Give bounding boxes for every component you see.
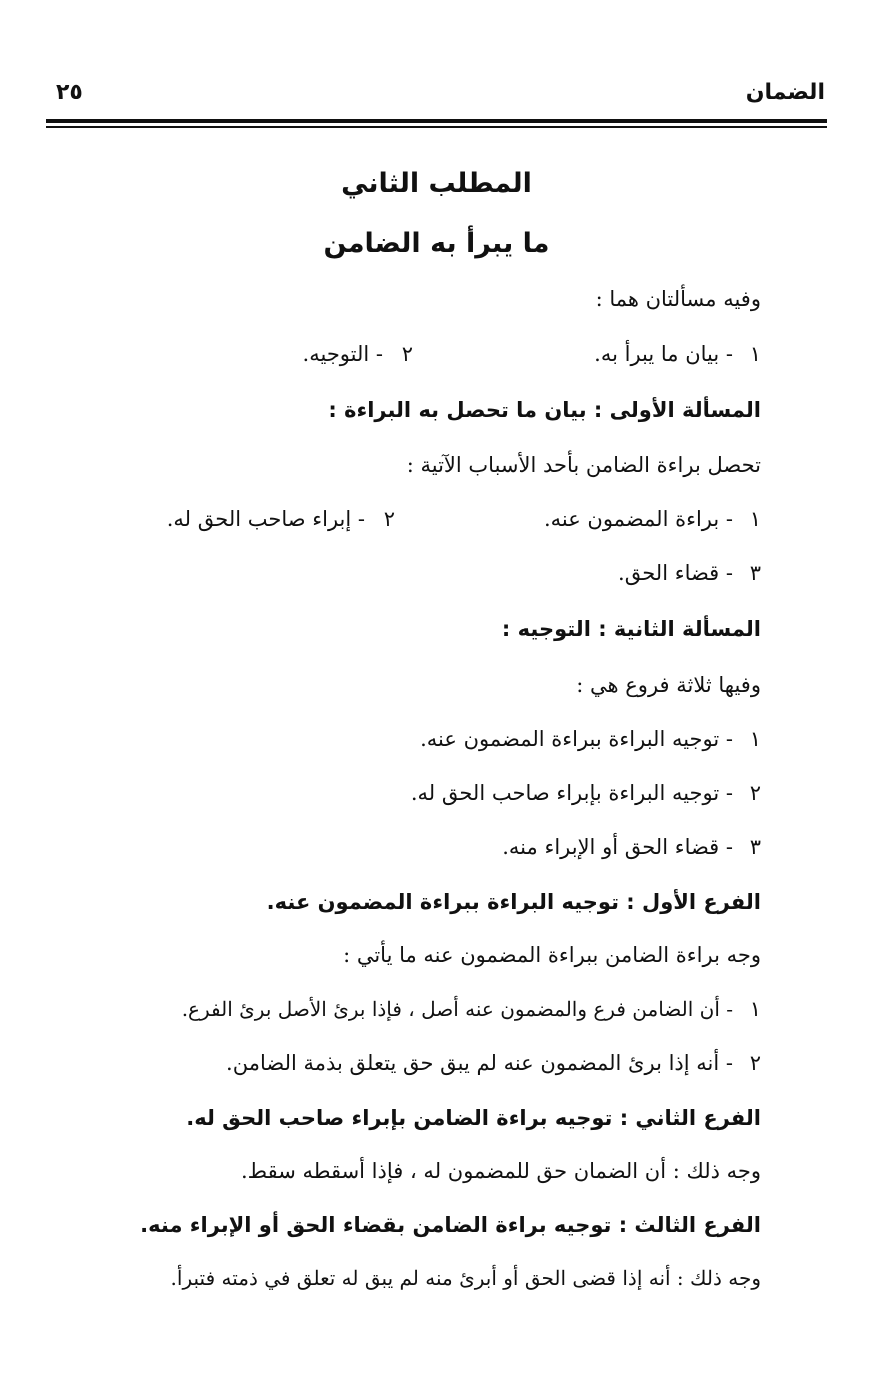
branch-2-title: الفرع الثاني : توجيه براءة الضامن بإبراء صاحب الحق له.: [186, 1106, 761, 1130]
list-item: - بيان ما يبرأ به.: [594, 342, 733, 366]
branch-1-text: وجه براءة الضامن ببراءة المضمون عنه ما يأتي :: [343, 943, 761, 967]
branch-3-title: الفرع الثالث : توجيه براءة الضامن بقضاء الحق أو الإبراء منه.: [140, 1213, 761, 1237]
page-number: ٢٥: [56, 80, 83, 105]
section-title: ما يبرأ به الضامن: [323, 228, 550, 259]
list-item: - قضاء الحق أو الإبراء منه.: [502, 835, 733, 859]
question-1-title: المسألة الأولى : بيان ما تحصل به البراءة :: [328, 398, 761, 422]
question-2-text: وفيها ثلاثة فروع هي :: [576, 673, 761, 697]
list-number: ٢: [383, 507, 395, 531]
question-2-title: المسألة الثانية : التوجيه :: [501, 617, 761, 641]
list-number: ١: [749, 342, 761, 366]
list-number: ١: [749, 727, 761, 751]
list-number: ١: [749, 997, 761, 1021]
header-rule-thin: [46, 126, 827, 128]
list-item: - أنه إذا برئ المضمون عنه لم يبق حق يتعلق بذمة الضامن.: [226, 1051, 733, 1075]
list-number: ٢: [749, 1051, 761, 1075]
branch-1-title: الفرع الأول : توجيه البراءة ببراءة المضمون عنه.: [266, 890, 761, 914]
list-item: - أن الضامن فرع والمضمون عنه أصل ، فإذا برئ الأصل برئ الفرع.: [181, 997, 733, 1021]
header-rule-thick: [46, 119, 827, 123]
section-heading: المطلب الثاني: [341, 168, 532, 199]
list-number: ٣: [749, 561, 761, 585]
list-number: ١: [749, 507, 761, 531]
page-header: [48, 80, 825, 114]
list-item: - التوجيه.: [302, 342, 383, 366]
branch-3-text: وجه ذلك : أنه إذا قضى الحق أو أبرئ منه لم يبق له تعلق في ذمته فتبرأ.: [170, 1266, 761, 1290]
list-number: ٣: [749, 835, 761, 859]
list-item: - توجيه البراءة بإبراء صاحب الحق له.: [410, 781, 733, 805]
list-item: - إبراء صاحب الحق له.: [166, 507, 365, 531]
list-item: - توجيه البراءة ببراءة المضمون عنه.: [420, 727, 733, 751]
intro-text: وفيه مسألتان هما :: [595, 287, 761, 311]
list-item: - قضاء الحق.: [618, 561, 733, 585]
branch-2-text: وجه ذلك : أن الضمان حق للمضمون له ، فإذا أسقطه سقط.: [240, 1159, 761, 1183]
list-item: - براءة المضمون عنه.: [543, 507, 733, 531]
list-number: ٢: [401, 342, 413, 366]
running-title: الضمان: [745, 80, 825, 105]
question-1-text: تحصل براءة الضامن بأحد الأسباب الآتية :: [406, 453, 761, 477]
list-number: ٢: [749, 781, 761, 805]
